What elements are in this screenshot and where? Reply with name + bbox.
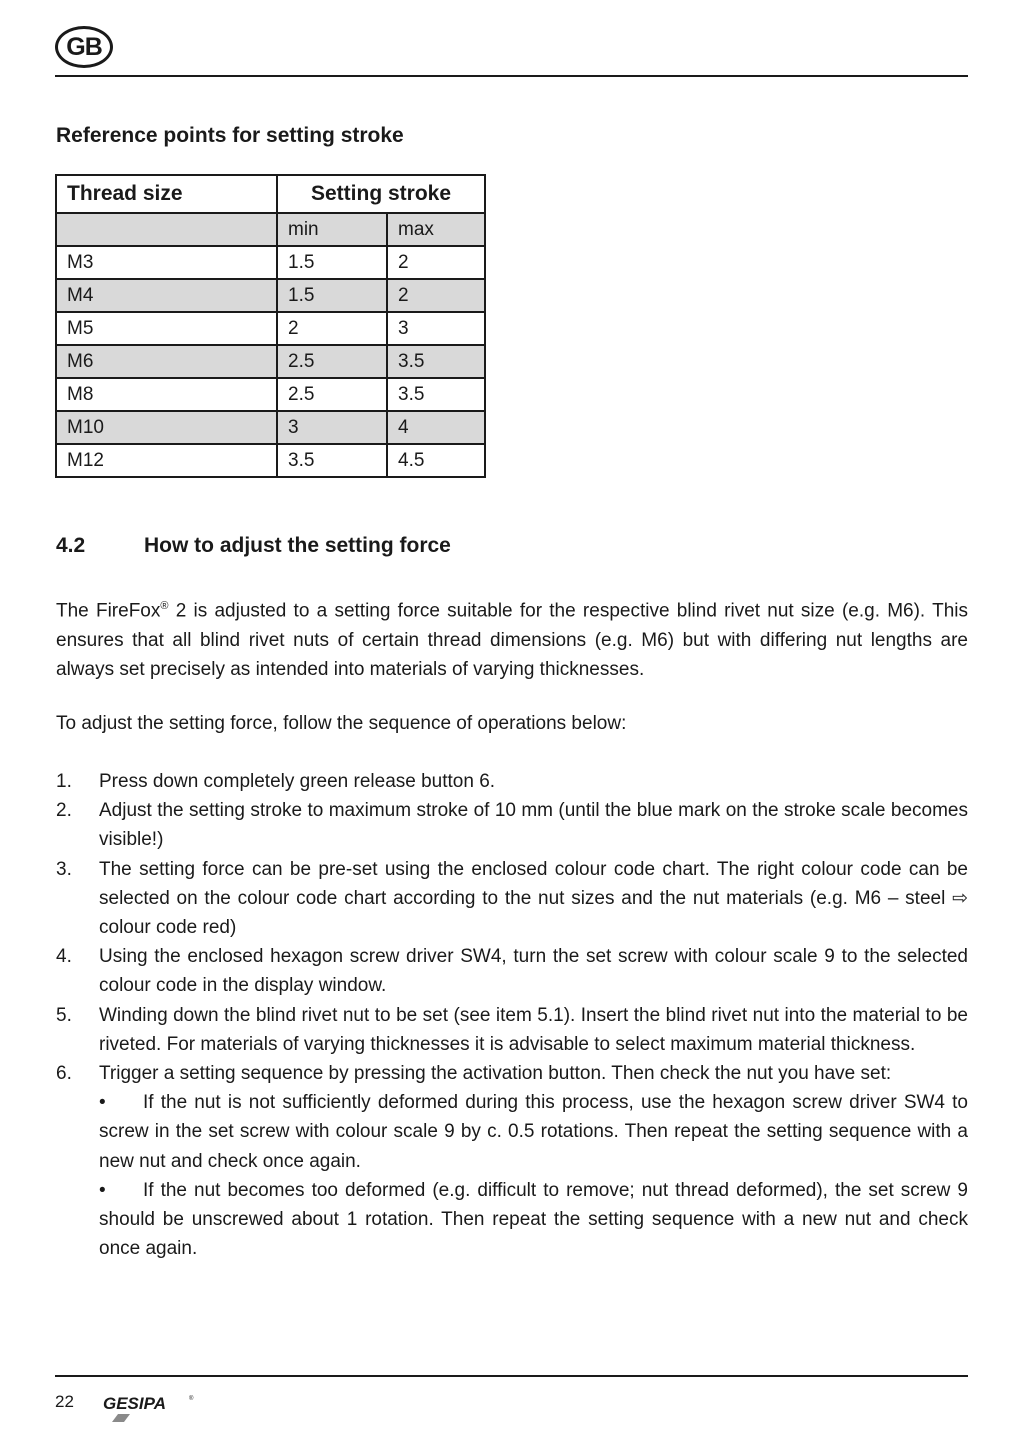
bullet-marker: • [99,1179,106,1201]
table-cell: M6 [56,345,277,378]
column-header-setting-stroke: Setting stroke [277,175,485,213]
step-text: Winding down the blind rivet nut to be set (see item 5.1). Insert the blind rivet nut into the material to be riveted. For materials of varying thicknesses it is advisable to select maximum material thickness. [99,1004,968,1055]
table-row [56,246,485,279]
bullet-marker: • [99,1092,106,1114]
section-title: Reference points for setting stroke [56,124,404,147]
table-cell: M4 [56,279,277,312]
table-cell: 3.5 [387,345,485,378]
logo-stripe [112,1414,130,1422]
step-number: 4. [56,946,72,968]
subsection-heading [56,534,451,558]
step-number: 3. [56,858,72,880]
table-cell: 2 [387,246,485,279]
table-cell: M10 [56,411,277,444]
table-cell: 4 [387,411,485,444]
intro-text-start: The FireFox [56,600,161,622]
language-badge-label: GB [66,32,102,61]
table-subheader-row [56,213,485,246]
table-cell: 2 [277,312,387,345]
step-text: Trigger a setting sequence by pressing the activation button. Then check the nut you have set: [99,1063,892,1085]
step-text: Press down completely green release button 6. [99,771,496,792]
procedure-intro: To adjust the setting force, follow the sequence of operations below: [56,713,627,734]
table-cell: 1.5 [277,279,387,312]
step-number: 5. [56,1004,72,1026]
table-cell: M3 [56,246,277,279]
gesipa-logo [102,1392,197,1424]
list-item [56,942,968,1000]
intro-paragraph [56,592,968,684]
table-cell: 2.5 [277,378,387,411]
table-cell: M12 [56,444,277,477]
page-number: 22 [55,1392,74,1411]
table-cell: M8 [56,378,277,411]
subsection-number: 4.2 [56,534,86,557]
table-cell: M5 [56,312,277,345]
language-badge [55,26,113,68]
step-text: The setting force can be pre-set using the enclosed colour code chart. The right colour code can be selected on the colour code chart according to the nut sizes and the nut materials (e.g. M6 – steel ⇨ colour code red) [99,858,968,939]
table-cell: 4.5 [387,444,485,477]
step-body [99,1059,968,1263]
table-row [56,312,485,345]
column-header-thread-size: Thread size [56,175,277,213]
table-row [56,411,485,444]
footer-rule [55,1375,968,1377]
table-row [56,345,485,378]
registered-mark: ® [160,600,169,612]
list-item [56,1059,968,1263]
bullet-item [99,1088,968,1176]
subheader-cell [56,213,277,246]
bullet-text: If the nut becomes too deformed (e.g. difficult to remove; nut thread deformed), the set screw 9 should be unscrewed about 1 rotation. Then repeat the setting sequence with a new nut and check once again. [99,1179,968,1260]
brand-text: GESIPA [103,1394,166,1413]
subheader-max: max [387,213,485,246]
table-cell: 3 [387,312,485,345]
setting-stroke-table [55,174,486,478]
step-number: 6. [56,1063,72,1085]
table-cell: 3 [277,411,387,444]
intro-text-rest: 2 is adjusted to a setting force suitable for the respective blind rivet nut size (e.g. M6). This ensures that all blind rivet nuts of certain thread dimensions (e.g. M6) but with differing nut lengths are always set precisely as intended into materials of varying thicknesses. [56,600,968,680]
step-text: Using the enclosed hexagon screw driver SW4, turn the set screw with colour scale 9 to the selected colour code in the display window. [99,946,968,997]
bullet-text: If the nut is not sufficiently deformed during this process, use the hexagon screw driver SW4 to screw in the set screw with colour scale 9 by c. 0.5 rotations. Then repeat the setting sequence with a new nut and check once again. [99,1092,968,1172]
subsection-title: How to adjust the setting force [144,534,451,557]
table-cell: 2.5 [277,345,387,378]
list-item [56,767,968,796]
table-cell: 3.5 [387,378,485,411]
svg-text:®: ® [189,1396,194,1402]
list-item [56,1001,968,1059]
step-number: 2. [56,800,72,822]
step-number: 1. [56,771,72,792]
list-item [56,855,968,943]
table-header-row [56,175,485,213]
step-text: Adjust the setting stroke to maximum stroke of 10 mm (until the blue mark on the stroke scale becomes visible!) [99,800,968,851]
bullet-item [99,1176,968,1264]
table-cell: 1.5 [277,246,387,279]
subheader-min: min [277,213,387,246]
list-item [56,796,968,854]
table-row [56,378,485,411]
procedure-steps [56,767,968,1263]
table-row [56,279,485,312]
table-cell: 3.5 [277,444,387,477]
table-cell: 2 [387,279,485,312]
table-row [56,444,485,477]
header-rule [55,75,968,77]
